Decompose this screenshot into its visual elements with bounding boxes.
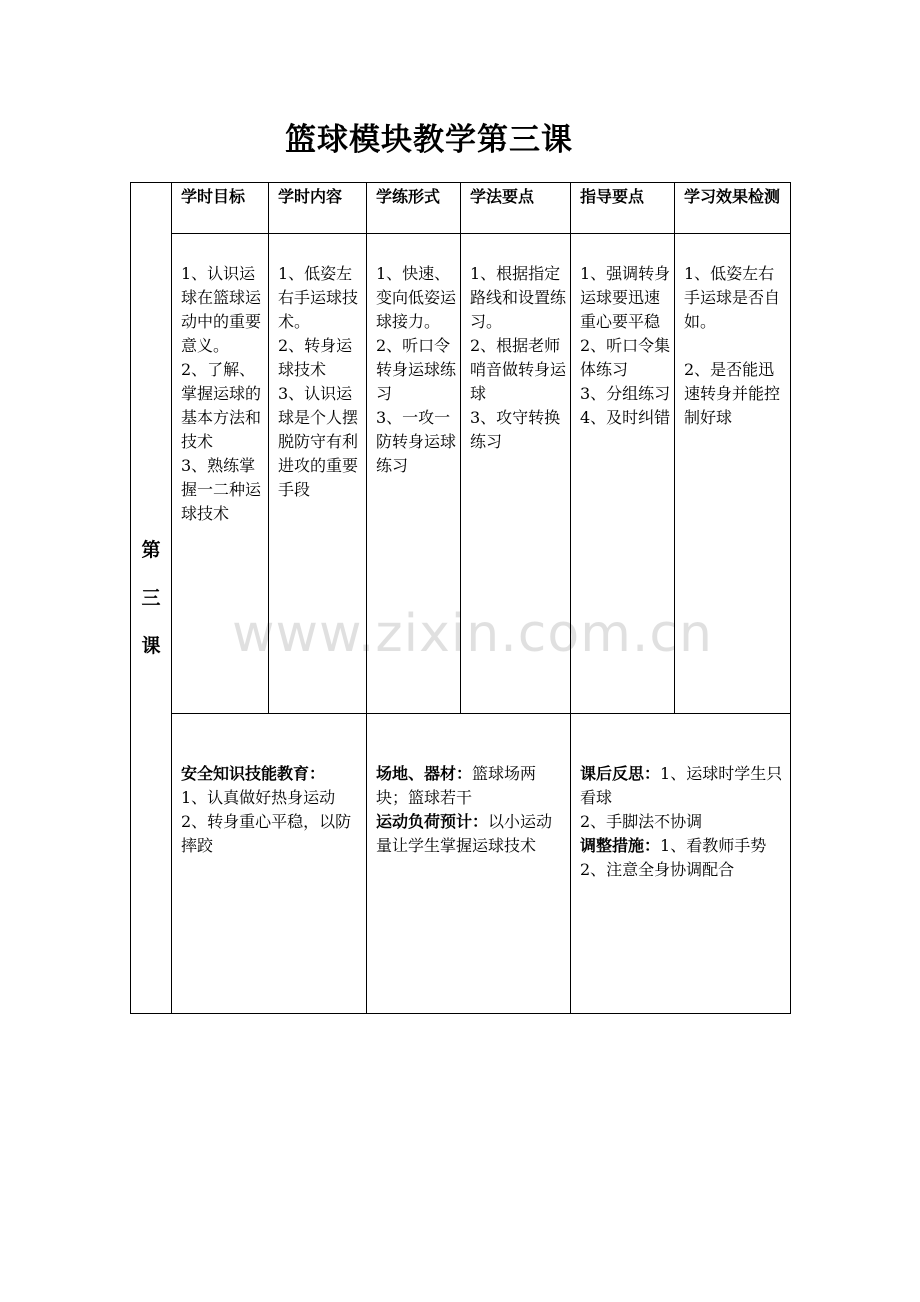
- reflection-item: 1、运球时学生只看球: [580, 764, 783, 807]
- side-char: 课: [141, 635, 161, 657]
- adjust-item: 1、看教师手势: [660, 836, 767, 855]
- venue-cell: [367, 714, 571, 1014]
- venue-paragraph: [376, 762, 564, 810]
- list-item: 2、听口令转身运球练习: [376, 336, 457, 403]
- reflection-label: 课后反思：: [580, 764, 661, 783]
- adjust-paragraph: [580, 834, 784, 858]
- list-item: 3、熟练掌握一二种运球技术: [181, 456, 262, 523]
- list-item: 1、认识运球在篮球运动中的重要意义。: [181, 264, 262, 355]
- lesson-plan-table: [130, 182, 791, 1014]
- list-item: 2、了解、掌握运球的基本方法和技术: [181, 360, 262, 451]
- list-item: 3、一攻一防转身运球练习: [376, 408, 457, 475]
- header-assessment: 学习效果检测: [675, 183, 791, 234]
- load-paragraph: [376, 810, 564, 858]
- venue-label: 场地、器材：: [376, 764, 473, 783]
- adjust-item: 2、注意全身协调配合: [580, 860, 735, 879]
- safety-label: 安全知识技能教育：: [181, 764, 326, 783]
- page-title: 篮球模块教学第三课: [285, 122, 573, 158]
- header-goals: 学时目标: [172, 183, 269, 234]
- list-item: 1、低姿左右手运球是否自如。: [684, 264, 781, 331]
- header-methods: 学法要点: [461, 183, 571, 234]
- list-item: 2、转身重心平稳，以防摔跤: [181, 812, 352, 855]
- list-item: 1、快速、变向低姿运球接力。: [376, 264, 457, 331]
- list-item: 1、根据指定路线和设置练习。: [470, 264, 567, 331]
- watermark: www.zixin.com.cn: [232, 604, 713, 664]
- footer-row: [131, 714, 791, 1014]
- load-text: 以小运动量让学生掌握运球技术: [376, 812, 553, 855]
- reflection-item: 2、手脚法不协调: [580, 812, 703, 831]
- list-item: 2、听口令集体练习: [580, 336, 671, 379]
- list-item: 3、攻守转换练习: [470, 408, 561, 451]
- side-char: 三: [141, 587, 161, 609]
- reflection-paragraph: [580, 762, 784, 810]
- list-item: 1、认真做好热身运动: [181, 788, 336, 807]
- list-item: 3、认识运球是个人摆脱防守有利进攻的重要手段: [278, 384, 359, 499]
- list-item: 3、分组练习: [580, 384, 671, 403]
- load-label: 运动负荷预计：: [376, 812, 489, 831]
- header-content: 学时内容: [269, 183, 367, 234]
- list-item: 2、根据老师哨音做转身运球: [470, 336, 567, 403]
- header-forms: 学练形式: [367, 183, 461, 234]
- list-item: 2、是否能迅速转身并能控制好球: [684, 360, 781, 427]
- adjust-label: 调整措施：: [580, 836, 661, 855]
- venue-text: 篮球场两块；篮球若干: [376, 764, 537, 807]
- list-item: 1、低姿左右手运球技术。: [278, 264, 359, 331]
- reflection-cell: [571, 714, 791, 1014]
- list-item: 4、及时纠错: [580, 408, 671, 427]
- header-guidance: 指导要点: [571, 183, 675, 234]
- safety-cell: [172, 714, 367, 1014]
- list-item: 2、转身运球技术: [278, 336, 353, 379]
- list-item: 1、强调转身运球要迅速重心要平稳: [580, 264, 671, 331]
- side-char: 第: [141, 539, 161, 561]
- lesson-side-label: [131, 183, 172, 1014]
- header-row: [131, 183, 791, 234]
